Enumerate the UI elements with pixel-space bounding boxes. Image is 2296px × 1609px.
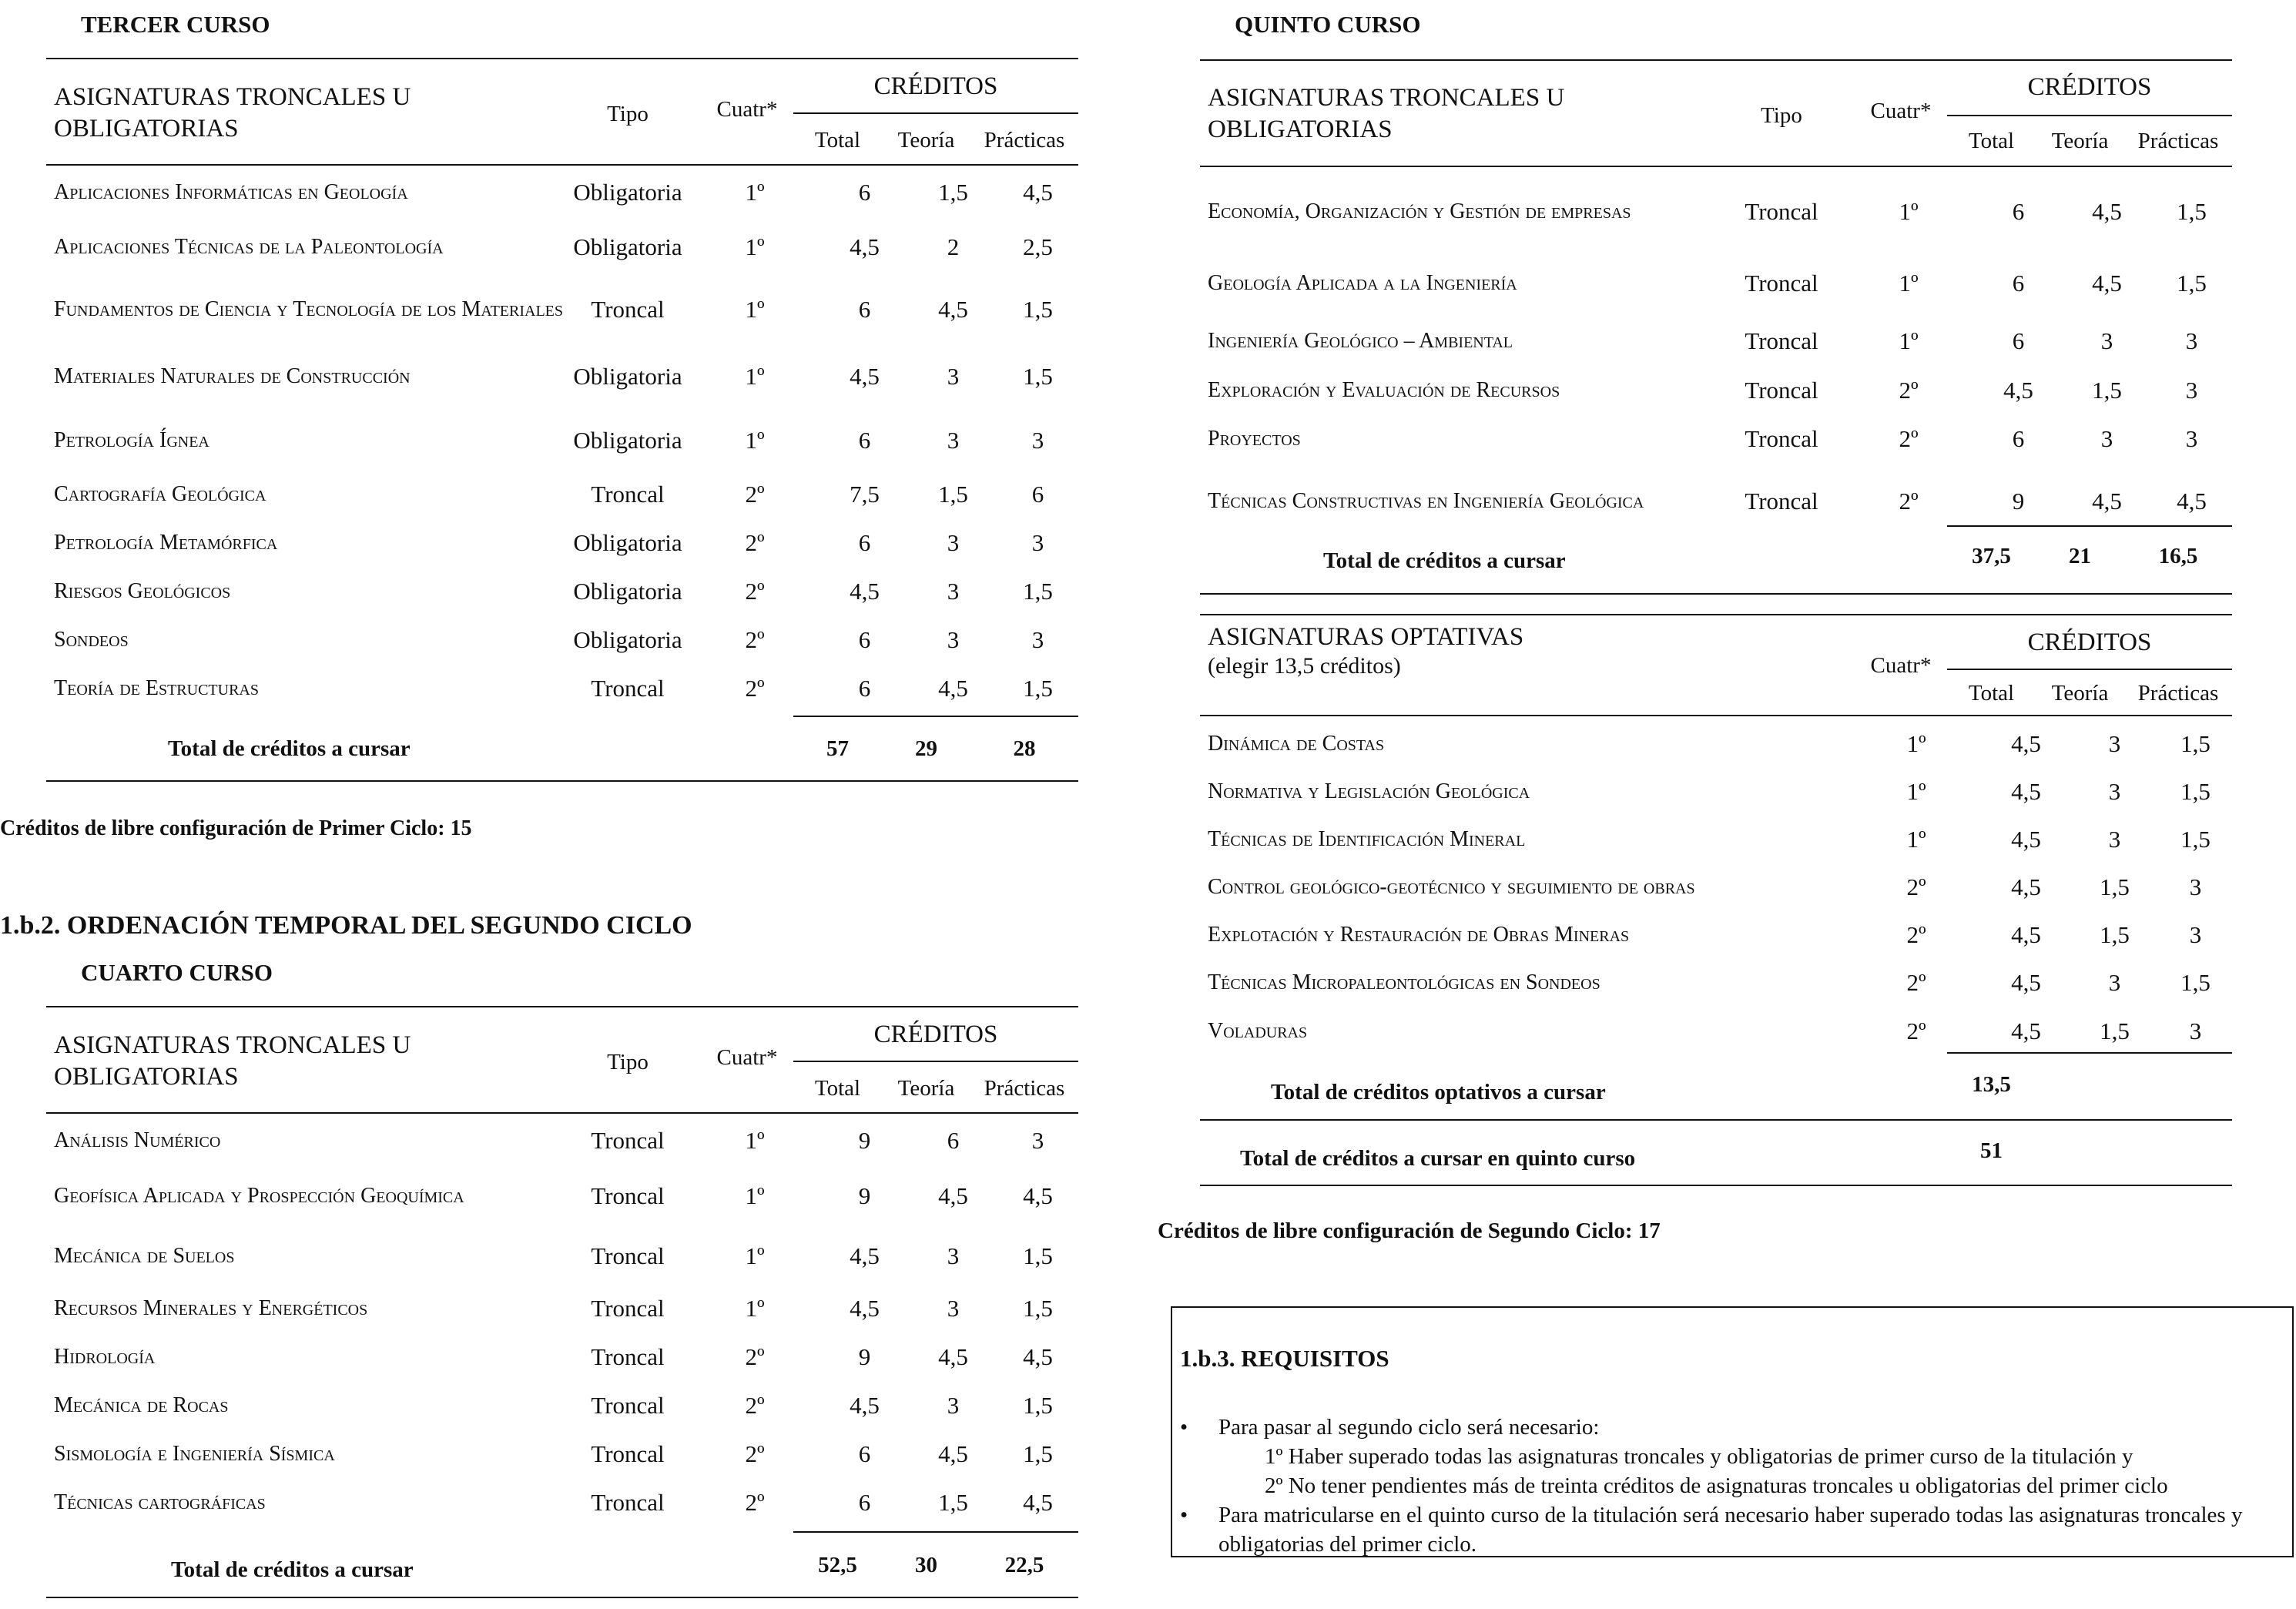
tipo-cell: Troncal [591,480,665,508]
subject-name: Técnicas Micropaleontológicas en Sondeos [1208,970,1600,994]
cuarto-bottom-rule [46,1597,1078,1598]
teoria-cell: 1,5 [2100,921,2130,948]
tipo-cell: Troncal [591,1440,665,1467]
tipo-cell: Troncal [591,1126,665,1154]
tipo-cell: Troncal [1745,327,1818,354]
tipo-cell: Troncal [591,1294,665,1322]
table-row [1200,911,2232,959]
tipo-cell: Troncal [1745,376,1818,404]
practicas-cell: 1,5 [2180,826,2211,853]
optativas-col-total: Total [1968,681,2015,706]
tipo-cell: Obligatoria [573,233,682,260]
cuatr-cell: 2º [1906,969,1926,996]
subject-name: Explotación y Restauración de Obras Mineras [1208,923,1630,947]
cuarto-total-label: Total de créditos a cursar [171,1557,414,1582]
requisito-item-1: • Para pasar al segundo ciclo será necesario: [1172,1413,2281,1442]
table-row [1200,463,2232,540]
practicas-cell: 1,5 [2180,969,2211,996]
total-cell: 9 [858,1126,871,1154]
teoria-cell: 1,5 [2100,873,2130,900]
tercer-col-tipo: Tipo [607,102,649,126]
cuatr-cell: 1º [1899,327,1919,354]
optativas-col-cuatr: Cuatr* [1870,653,1932,678]
quinto-top-rule [1200,59,2232,61]
total-cell: 6 [858,1489,871,1516]
total-cell: 4,5 [2011,969,2041,996]
subject-name: Fundamentos de Ciencia y Tecnología de los Materiales [54,297,564,321]
subject-name: Sondeos [54,627,129,652]
practicas-cell: 1,5 [2180,778,2211,805]
practicas-cell: 4,5 [1023,179,1053,206]
cuatr-cell: 1º [745,233,765,260]
cuatr-cell: 1º [745,427,765,454]
cuatr-cell: 2º [745,480,765,508]
teoria-cell: 3 [2108,826,2121,853]
tercer-total-label: Total de créditos a cursar [168,736,411,761]
table-row [46,1381,1078,1430]
requisitos-box [1171,1306,2294,1557]
tercer-header-rule [46,164,1078,166]
total-cell: 6 [858,296,871,323]
cuarto-col-asignaturas: ASIGNATURAS TRONCALES U OBLIGATORIAS [54,1031,411,1091]
cuatr-cell: 2º [1899,424,1919,452]
cuatr-cell: 1º [745,363,765,390]
practicas-cell: 4,5 [1023,1182,1053,1209]
subject-name: Exploración y Evaluación de Recursos [1208,377,1560,402]
optativas-mid-rule [1200,1119,2232,1121]
optativas-subtitle: (elegir 13,5 créditos) [1208,653,1401,679]
cuarto-heading: CUARTO CURSO [81,959,273,986]
subject-name: Petrología Ígnea [54,428,209,452]
total-cell: 4,5 [2003,376,2033,404]
subject-name: Técnicas cartográficas [54,1490,266,1514]
cuatr-cell: 1º [1899,270,1919,297]
subject-name: Sismología e Ingeniería Sísmica [54,1441,335,1466]
cuatr-cell: 2º [1899,376,1919,404]
teoria-cell: 3 [2100,327,2113,354]
tercer-total-value: 57 [826,736,849,761]
table-row [46,217,1078,277]
total-cell: 4,5 [2011,778,2041,805]
cuatr-cell: 1º [745,1294,765,1322]
subject-name: Geofísica Aplicada y Prospección Geoquímica [54,1184,464,1208]
table-row [46,1165,1078,1228]
teoria-cell: 3 [947,1391,960,1419]
cuatr-cell: 1º [1906,826,1926,853]
cuatr-cell: 2º [745,1343,765,1370]
quinto-col-practicas: Prácticas [2137,129,2219,153]
practicas-cell: 3 [2189,1017,2202,1044]
table-row [46,168,1078,217]
optativas-total-value: 13,5 [1972,1072,2011,1097]
table-row [46,470,1078,518]
section-heading-segundo-ciclo: 1.b.2. ORDENACIÓN TEMPORAL DEL SEGUNDO CICLO [0,911,692,940]
cuarto-col-teoria: Teoría [897,1076,955,1101]
cuatr-cell: 2º [745,1391,765,1419]
tercer-col-cuatr: Cuatr* [716,97,778,122]
tipo-cell: Obligatoria [573,427,682,454]
cuatr-cell: 2º [1906,1017,1926,1044]
total-cell: 4,5 [2011,873,2041,900]
table-row [1200,366,2232,414]
tipo-cell: Obligatoria [573,528,682,556]
teoria-cell: 3 [947,1242,960,1269]
subject-name: Materiales Naturales de Construcción [54,364,411,388]
table-row [46,664,1078,713]
practicas-cell: 1,5 [1023,363,1053,390]
teoria-cell: 3 [2108,730,2121,757]
total-cell: 4,5 [850,1242,880,1269]
subject-name: Ingeniería Geológico – Ambiental [1208,329,1513,353]
requisitos-heading: 1.b.3. REQUISITOS [1180,1345,1389,1372]
teoria-cell: 3 [2108,969,2121,996]
requisitos-list [1172,1413,2281,1559]
requisito-item-1-1: 1º Haber superado todas las asignaturas troncales y obligatorias de primer curso de la titulación y [1265,1444,2133,1469]
tipo-cell: Obligatoria [573,577,682,605]
tipo-cell: Troncal [1745,198,1818,225]
cuatr-cell: 2º [745,1440,765,1467]
cuatr-cell: 1º [745,1242,765,1269]
table-row [46,1284,1078,1332]
optativas-title: ASIGNATURAS OPTATIVAS [1208,623,1524,651]
quinto-total-value: 37,5 [1972,544,2011,568]
quinto-col-asignaturas: ASIGNATURAS TRONCALES U OBLIGATORIAS [1208,84,1565,143]
subject-name: Geología Aplicada a la Ingeniería [1208,271,1517,295]
practicas-cell: 1,5 [1023,577,1053,605]
teoria-cell: 4,5 [938,1440,968,1467]
practicas-cell: 1,5 [2177,270,2207,297]
total-cell: 4,5 [850,1391,880,1419]
cuarto-top-rule [46,1006,1078,1007]
tipo-cell: Troncal [591,675,665,702]
tercer-col-asignaturas: ASIGNATURAS TRONCALES U OBLIGATORIAS [54,83,411,142]
tipo-cell: Troncal [1745,424,1818,452]
teoria-cell: 1,5 [2092,376,2122,404]
quinto-total-rule [1947,525,2232,527]
quinto-col-tipo: Tipo [1761,103,1802,128]
cuarto-col-cuatr: Cuatr* [716,1045,778,1070]
tipo-cell: Obligatoria [573,625,682,653]
tipo-cell: Troncal [1745,488,1818,515]
table-row [1200,863,2232,911]
tercer-col-creditos: CRÉDITOS [873,72,998,100]
tercer-col-teoria: Teoría [897,128,955,153]
total-cell: 4,5 [850,233,880,260]
table-row [46,1116,1078,1165]
subject-name: Dinámica de Costas [1208,732,1385,756]
total-cell: 6 [2012,270,2025,297]
quinto-total-teoria: 21 [2069,544,2091,568]
teoria-cell: 1,5 [938,1489,968,1516]
practicas-cell: 3 [1031,427,1044,454]
subject-name: Análisis Numérico [54,1128,221,1152]
cuarto-total-practicas: 22,5 [1004,1553,1044,1577]
quinto-grand-total-value: 51 [1980,1138,2003,1163]
practicas-cell: 3 [2185,376,2198,404]
subject-name: Aplicaciones Informáticas en Geología [54,180,408,204]
subject-name: Recursos Minerales y Energéticos [54,1296,368,1320]
total-cell: 4,5 [2011,730,2041,757]
quinto-col-total: Total [1968,129,2015,153]
total-cell: 4,5 [2011,1017,2041,1044]
practicas-cell: 1,5 [1023,1242,1053,1269]
tercer-top-rule [46,58,1078,59]
tercer-heading: TERCER CURSO [81,11,270,38]
libre-segundo-ciclo: Créditos de libre configuración de Segundo Ciclo: 17 [1158,1218,1661,1243]
table-row [1200,816,2232,863]
table-row [1200,173,2232,250]
table-row [46,518,1078,567]
total-cell: 4,5 [850,1294,880,1322]
cuatr-cell: 2º [1906,873,1926,900]
cuarto-creditos-rule [793,1061,1078,1062]
optativas-col-creditos: CRÉDITOS [2027,629,2152,656]
total-cell: 6 [858,625,871,653]
optativas-col-asignaturas [1208,622,1523,681]
teoria-cell: 2 [947,233,960,260]
teoria-cell: 1,5 [2100,1017,2130,1044]
subject-name: Técnicas de Identificación Mineral [1208,827,1526,851]
total-cell: 7,5 [850,480,880,508]
quinto-col-creditos: CRÉDITOS [2027,73,2152,101]
practicas-cell: 3 [1031,528,1044,556]
subject-name: Economía, Organización y Gestión de empresas [1208,199,1631,223]
table-row [1200,414,2232,463]
tipo-cell: Troncal [591,296,665,323]
total-cell: 6 [858,1440,871,1467]
practicas-cell: 1,5 [1023,296,1053,323]
quinto-total-label: Total de créditos a cursar [1323,548,1566,573]
total-cell: 6 [2012,198,2025,225]
cuatr-cell: 1º [1906,730,1926,757]
quinto-grand-total-label: Total de créditos a cursar en quinto curso [1240,1146,1636,1171]
subject-name: Proyectos [1208,426,1301,451]
cuatr-cell: 2º [745,1489,765,1516]
table-row [46,567,1078,615]
total-cell: 4,5 [2011,826,2041,853]
table-row [1200,317,2232,366]
practicas-cell: 1,5 [2180,730,2211,757]
practicas-cell: 1,5 [2177,198,2207,225]
cuatr-cell: 2º [1906,921,1926,948]
subject-name: Técnicas Constructivas en Ingeniería Geológica [1208,489,1644,513]
quinto-col-teoria: Teoría [2051,129,2109,153]
table-row [46,1430,1078,1478]
subject-name: Mecánica de Suelos [54,1243,235,1268]
practicas-cell: 6 [1031,480,1044,508]
total-cell: 4,5 [850,577,880,605]
table-row [1200,720,2232,768]
practicas-cell: 4,5 [1023,1489,1053,1516]
subject-name: Hidrología [54,1344,156,1369]
practicas-cell: 3 [2185,424,2198,452]
cuatr-cell: 2º [1899,488,1919,515]
tercer-bottom-rule [46,780,1078,782]
table-row [46,411,1078,470]
cuatr-cell: 2º [745,675,765,702]
teoria-cell: 4,5 [2092,198,2122,225]
tipo-cell: Troncal [591,1343,665,1370]
tercer-table [46,168,1078,713]
practicas-cell: 1,5 [1023,1440,1053,1467]
cuarto-total-teoria: 30 [915,1553,937,1577]
optativas-bottom-rule [1200,1185,2232,1186]
tercer-total-teoria: 29 [915,736,937,761]
total-cell: 6 [2012,327,2025,354]
table-row [1200,959,2232,1007]
cuatr-cell: 1º [745,1182,765,1209]
tercer-col-total: Total [814,128,861,153]
practicas-cell: 2,5 [1023,233,1053,260]
tercer-total-rule [793,716,1078,717]
cuatr-cell: 2º [745,625,765,653]
quinto-bottom-rule [1200,593,2232,595]
cuatr-cell: 2º [745,577,765,605]
practicas-cell: 1,5 [1023,1391,1053,1419]
cuarto-total-value: 52,5 [818,1553,857,1577]
cuatr-cell: 2º [745,528,765,556]
total-cell: 9 [2012,488,2025,515]
subject-name: Control geológico-geotécnico y seguimiento de obras [1208,875,1695,899]
teoria-cell: 4,5 [2092,488,2122,515]
total-cell: 4,5 [2011,921,2041,948]
cuarto-col-creditos: CRÉDITOS [873,1021,998,1048]
table-row [1200,1007,2232,1056]
practicas-cell: 3 [2189,921,2202,948]
tipo-cell: Troncal [591,1489,665,1516]
subject-name: Cartografía Geológica [54,481,266,506]
tipo-cell: Obligatoria [573,363,682,390]
total-cell: 4,5 [850,363,880,390]
requisito-item-2: • Para matricularse en el quinto curso de la titulación será necesario haber superado todas las asignaturas troncales y obligatorias del primer ciclo. [1172,1500,2281,1559]
total-cell: 6 [2012,424,2025,452]
cuarto-col-tipo: Tipo [607,1050,649,1074]
teoria-cell: 6 [947,1126,960,1154]
cuatr-cell: 1º [1906,778,1926,805]
subject-name: Aplicaciones Técnicas de la Paleontología [54,235,444,259]
optativas-header-rule [1200,715,2232,716]
teoria-cell: 4,5 [938,675,968,702]
total-cell: 9 [858,1343,871,1370]
subject-name: Normativa y Legislación Geológica [1208,779,1530,803]
practicas-cell: 3 [1031,625,1044,653]
teoria-cell: 4,5 [938,296,968,323]
subject-name: Petrología Metamórfica [54,530,278,555]
quinto-col-cuatr: Cuatr* [1870,99,1932,123]
practicas-cell: 1,5 [1023,1294,1053,1322]
cuatr-cell: 1º [745,1126,765,1154]
tipo-cell: Troncal [591,1391,665,1419]
libre-primer-ciclo: Créditos de libre configuración de Primer Ciclo: 15 [0,816,472,840]
table-row [46,1332,1078,1381]
practicas-cell: 4,5 [1023,1343,1053,1370]
cuarto-header-rule [46,1112,1078,1114]
table-row [46,1228,1078,1284]
total-cell: 6 [858,675,871,702]
teoria-cell: 4,5 [938,1182,968,1209]
quinto-header-rule [1200,166,2232,167]
tercer-col-practicas: Prácticas [984,128,1065,153]
optativas-col-practicas: Prácticas [2137,681,2219,706]
teoria-cell: 3 [947,1294,960,1322]
tipo-cell: Troncal [1745,270,1818,297]
practicas-cell: 4,5 [2177,488,2207,515]
practicas-cell: 3 [2189,873,2202,900]
total-cell: 6 [858,528,871,556]
subject-name: Voladuras [1208,1019,1308,1043]
optativas-table [1200,720,2232,1056]
teoria-cell: 3 [947,577,960,605]
cuarto-col-total: Total [814,1076,861,1101]
total-cell: 6 [858,179,871,206]
practicas-cell: 3 [2185,327,2198,354]
optativas-creditos-rule [1947,669,2232,670]
table-row [1200,768,2232,816]
teoria-cell: 3 [2100,424,2113,452]
cuarto-total-rule [793,1531,1078,1533]
teoria-cell: 1,5 [938,480,968,508]
tercer-creditos-rule [793,112,1078,114]
optativas-top-rule [1200,614,2232,615]
practicas-cell: 1,5 [1023,675,1053,702]
practicas-cell: 3 [1031,1126,1044,1154]
subject-name: Mecánica de Rocas [54,1393,229,1417]
table-row [1200,250,2232,317]
cuatr-cell: 1º [1899,198,1919,225]
teoria-cell: 1,5 [938,179,968,206]
table-row [46,1478,1078,1527]
cuatr-cell: 1º [745,179,765,206]
quinto-total-practicas: 16,5 [2158,544,2198,568]
teoria-cell: 3 [2108,778,2121,805]
total-cell: 9 [858,1182,871,1209]
quinto-table [1200,173,2232,540]
teoria-cell: 4,5 [2092,270,2122,297]
optativas-total-rule [1947,1052,2232,1054]
quinto-heading: QUINTO CURSO [1235,11,1421,38]
table-row [46,615,1078,664]
subject-name: Riesgos Geológicos [54,578,231,603]
requisito-item-1-2: 2º No tener pendientes más de treinta créditos de asignaturas troncales u obligatorias del primer ciclo [1265,1473,2168,1498]
tipo-cell: Troncal [591,1242,665,1269]
teoria-cell: 3 [947,363,960,390]
cuarto-col-practicas: Prácticas [984,1076,1065,1101]
tipo-cell: Obligatoria [573,179,682,206]
total-cell: 6 [858,427,871,454]
cuarto-table [46,1116,1078,1527]
teoria-cell: 3 [947,427,960,454]
teoria-cell: 4,5 [938,1343,968,1370]
teoria-cell: 3 [947,625,960,653]
teoria-cell: 3 [947,528,960,556]
tipo-cell: Troncal [591,1182,665,1209]
quinto-creditos-rule [1947,115,2232,116]
subject-name: Teoría de Estructuras [54,676,259,700]
optativas-col-teoria: Teoría [2051,681,2109,706]
tercer-total-practicas: 28 [1013,736,1036,761]
table-row [46,277,1078,342]
cuatr-cell: 1º [745,296,765,323]
optativas-total-label: Total de créditos optativos a cursar [1271,1080,1606,1105]
table-row [46,342,1078,411]
